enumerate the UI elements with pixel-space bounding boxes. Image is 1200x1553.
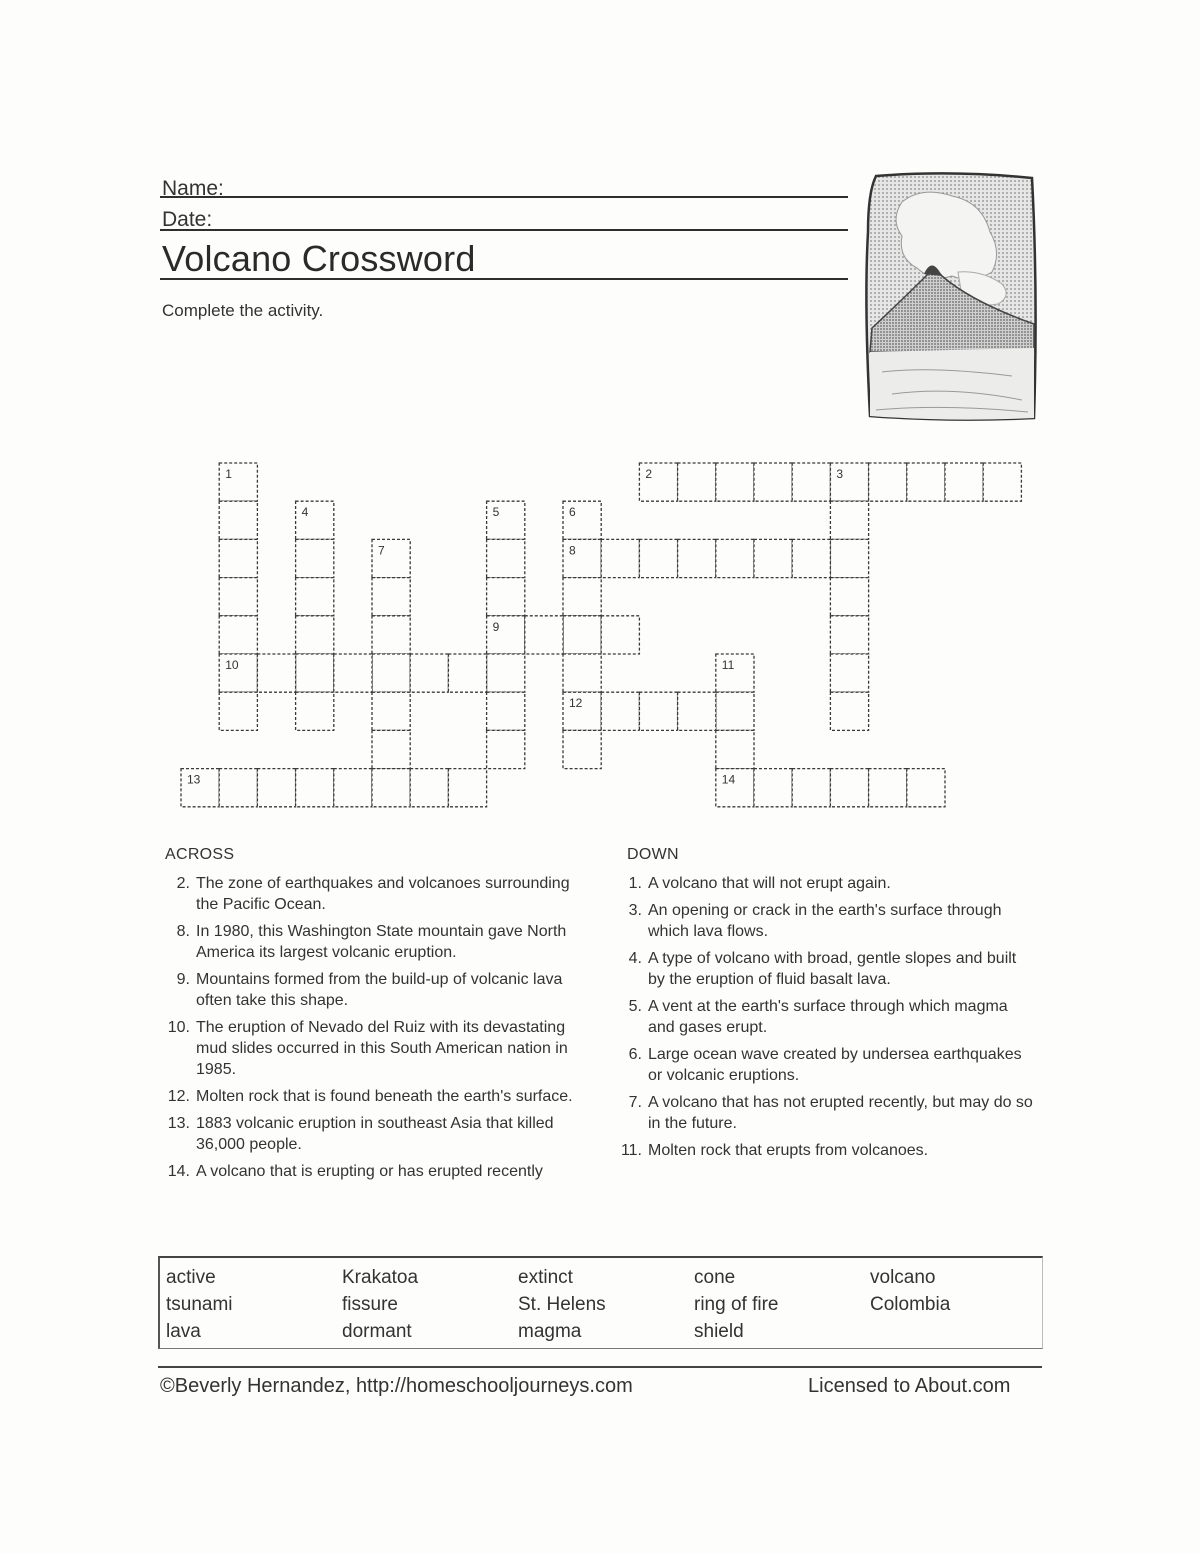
clue-number: 8.	[176, 923, 190, 940]
crossword-cell[interactable]	[754, 539, 792, 577]
clue-text: A volcano that has not erupted recently, but may do so in the future.	[648, 1094, 1033, 1132]
crossword-cell[interactable]	[601, 616, 639, 654]
crossword-cell[interactable]	[907, 463, 945, 501]
crossword-cell[interactable]	[563, 616, 601, 654]
list-item	[612, 1140, 1037, 1161]
crossword-cell[interactable]	[296, 654, 334, 692]
crossword-cell[interactable]	[219, 769, 257, 807]
list-item	[160, 1161, 580, 1182]
crossword-cell[interactable]	[525, 616, 563, 654]
clue-text: A volcano that will not erupt again.	[648, 875, 891, 892]
crossword-cell[interactable]	[487, 654, 525, 692]
clue-number-label: 13	[187, 772, 201, 787]
crossword-cell[interactable]	[639, 539, 677, 577]
crossword-cell[interactable]	[792, 769, 830, 807]
clue-number: 3.	[628, 902, 642, 919]
crossword-cell[interactable]	[754, 769, 792, 807]
clue-number-label: 9	[492, 619, 500, 634]
crossword-cell[interactable]	[448, 769, 486, 807]
clue-number-label: 3	[836, 467, 844, 481]
crossword-cell[interactable]	[945, 463, 983, 501]
down-heading: DOWN	[627, 846, 679, 863]
word-bank-item: Krakatoa	[342, 1267, 419, 1288]
crossword-cell[interactable]	[372, 654, 410, 692]
crossword-cell[interactable]	[219, 616, 257, 654]
list-item	[612, 1092, 1037, 1134]
crossword-cell[interactable]	[372, 730, 410, 768]
crossword-cell[interactable]	[410, 769, 448, 807]
name-label: Name:	[162, 177, 224, 200]
date-label: Date:	[162, 208, 213, 231]
crossword-cell[interactable]	[716, 692, 754, 730]
footer-divider	[158, 1366, 1042, 1368]
crossword-cell[interactable]	[716, 539, 754, 577]
instructions: Complete the activity.	[162, 301, 324, 320]
crossword-cell[interactable]	[563, 730, 601, 768]
down-clue-list	[612, 873, 1037, 1167]
crossword-cell[interactable]	[716, 463, 754, 501]
clue-text: A volcano that is erupting or has erupted recently	[196, 1163, 543, 1180]
clue-number-label: 12	[569, 696, 583, 711]
crossword-cell[interactable]	[678, 539, 716, 577]
crossword-cell[interactable]	[487, 692, 525, 730]
clue-number-label: 5	[492, 505, 500, 520]
list-item	[612, 873, 1037, 894]
clue-text: Molten rock that is found beneath the earth's surface.	[196, 1088, 573, 1105]
footer-copyright: ©Beverly Hernandez, http://homeschooljourneys.com	[160, 1375, 633, 1397]
across-heading: ACROSS	[165, 846, 235, 863]
clue-number-label: 11	[721, 658, 735, 672]
crossword-cell[interactable]	[830, 769, 868, 807]
crossword-cell[interactable]	[219, 578, 257, 616]
crossword-cell[interactable]	[869, 769, 907, 807]
footer-license: Licensed to About.com	[808, 1375, 1011, 1397]
clue-number: 7.	[628, 1094, 642, 1111]
crossword-cell[interactable]	[830, 654, 868, 692]
crossword-cell[interactable]	[830, 539, 868, 577]
crossword-cell[interactable]	[563, 578, 601, 616]
list-item	[160, 969, 580, 1011]
clue-number-label: 7	[378, 543, 385, 558]
crossword-cell[interactable]	[448, 654, 486, 692]
clue-number-label: 4	[301, 505, 309, 520]
clue-number-label: 8	[569, 543, 576, 558]
list-item	[612, 1044, 1037, 1086]
clue-number-label: 2	[645, 467, 653, 481]
clue-number-label: 10	[225, 658, 239, 672]
word-bank-item: cone	[694, 1267, 736, 1288]
list-item	[612, 996, 1037, 1038]
crossword-cell[interactable]	[678, 463, 716, 501]
list-item	[612, 900, 1037, 942]
word-bank-item: shield	[694, 1321, 744, 1342]
word-bank-item: extinct	[518, 1267, 573, 1288]
crossword-cell[interactable]	[792, 463, 830, 501]
clue-text: The eruption of Nevado del Ruiz with its devastating mud slides occurred in this South American nation in 1985.	[196, 1019, 568, 1078]
word-bank-item: active	[166, 1267, 216, 1288]
crossword-cell[interactable]	[792, 539, 830, 577]
clue-text: An opening or crack in the earth's surface through which lava flows.	[648, 902, 1002, 940]
crossword-cell[interactable]	[296, 769, 334, 807]
crossword-cell[interactable]	[487, 578, 525, 616]
clue-text: A vent at the earth's surface through which magma and gases erupt.	[648, 998, 1008, 1036]
clue-number: 12.	[167, 1088, 190, 1105]
clue-text: 1883 volcanic eruption in southeast Asia that killed 36,000 people.	[196, 1115, 554, 1153]
crossword-cell[interactable]	[372, 769, 410, 807]
word-bank-item: dormant	[342, 1321, 412, 1342]
list-item	[160, 873, 580, 915]
clue-text: A type of volcano with broad, gentle slopes and built by the eruption of fluid basalt lava.	[648, 950, 1017, 988]
crossword-cell[interactable]	[601, 692, 639, 730]
crossword-cell[interactable]	[716, 730, 754, 768]
crossword-cell[interactable]	[219, 501, 257, 539]
clue-number: 4.	[628, 950, 642, 967]
crossword-cell[interactable]	[563, 654, 601, 692]
crossword-cell[interactable]	[296, 539, 334, 577]
clue-number-label: 6	[569, 505, 576, 520]
list-item	[160, 1086, 580, 1107]
crossword-cell[interactable]	[334, 654, 372, 692]
word-bank	[158, 1256, 1043, 1349]
crossword-cell[interactable]	[296, 616, 334, 654]
crossword-cell[interactable]	[487, 539, 525, 577]
page-title: Volcano Crossword	[162, 238, 476, 279]
clue-text: The zone of earthquakes and volcanoes surrounding the Pacific Ocean.	[196, 875, 570, 913]
clue-number-label: 14	[721, 772, 736, 787]
word-bank-item: Colombia	[870, 1294, 951, 1315]
clue-text: Molten rock that erupts from volcanoes.	[648, 1142, 929, 1159]
crossword-cell[interactable]	[907, 769, 945, 807]
clue-text: Large ocean wave created by undersea earthquakes or volcanic eruptions.	[648, 1046, 1022, 1084]
crossword-cell[interactable]	[219, 692, 257, 730]
crossword-cell[interactable]	[869, 463, 907, 501]
clue-number: 1.	[628, 875, 642, 892]
crossword-cell[interactable]	[830, 501, 868, 539]
crossword-cell[interactable]	[219, 539, 257, 577]
list-item	[160, 1113, 580, 1155]
clue-number: 6.	[628, 1046, 642, 1063]
crossword-cell[interactable]	[372, 692, 410, 730]
crossword-cell[interactable]	[754, 463, 792, 501]
crossword-cell[interactable]	[410, 654, 448, 692]
word-bank-item: fissure	[342, 1294, 398, 1315]
crossword-cell[interactable]	[678, 692, 716, 730]
crossword-cell[interactable]	[257, 654, 295, 692]
clue-number: 9.	[176, 971, 190, 988]
clue-number: 13.	[167, 1115, 190, 1132]
crossword-cell[interactable]	[372, 616, 410, 654]
list-item	[612, 948, 1037, 990]
list-item	[160, 921, 580, 963]
crossword-cell[interactable]	[257, 769, 295, 807]
word-bank-item: volcano	[870, 1267, 936, 1288]
crossword-cell[interactable]	[296, 692, 334, 730]
clue-text: In 1980, this Washington State mountain gave North America its largest volcanic eruption.	[196, 923, 567, 961]
crossword-cell[interactable]	[372, 578, 410, 616]
clue-number-label: 1	[225, 467, 232, 481]
word-bank-item: St. Helens	[518, 1294, 606, 1315]
crossword-cell[interactable]	[639, 692, 677, 730]
crossword-cell[interactable]	[487, 730, 525, 768]
list-item	[160, 1017, 580, 1080]
crossword-cell[interactable]	[296, 578, 334, 616]
across-clue-list	[160, 873, 580, 1188]
crossword-cell[interactable]	[830, 578, 868, 616]
word-bank-item: lava	[166, 1321, 201, 1342]
word-bank-item: tsunami	[166, 1294, 233, 1315]
clue-number: 11.	[620, 1142, 642, 1159]
clue-number: 10.	[167, 1019, 190, 1036]
word-bank-item: ring of fire	[694, 1294, 779, 1315]
clue-number: 14.	[167, 1163, 190, 1180]
crossword-cell[interactable]	[830, 616, 868, 654]
word-bank-item: magma	[518, 1321, 582, 1342]
crossword-cell[interactable]	[334, 769, 372, 807]
crossword-cell[interactable]	[983, 463, 1021, 501]
clue-text: Mountains formed from the build-up of volcanic lava often take this shape.	[196, 971, 563, 1009]
clue-number: 2.	[176, 875, 190, 892]
crossword-cell[interactable]	[601, 539, 639, 577]
crossword-cell[interactable]	[830, 692, 868, 730]
clue-number: 5.	[628, 998, 642, 1015]
